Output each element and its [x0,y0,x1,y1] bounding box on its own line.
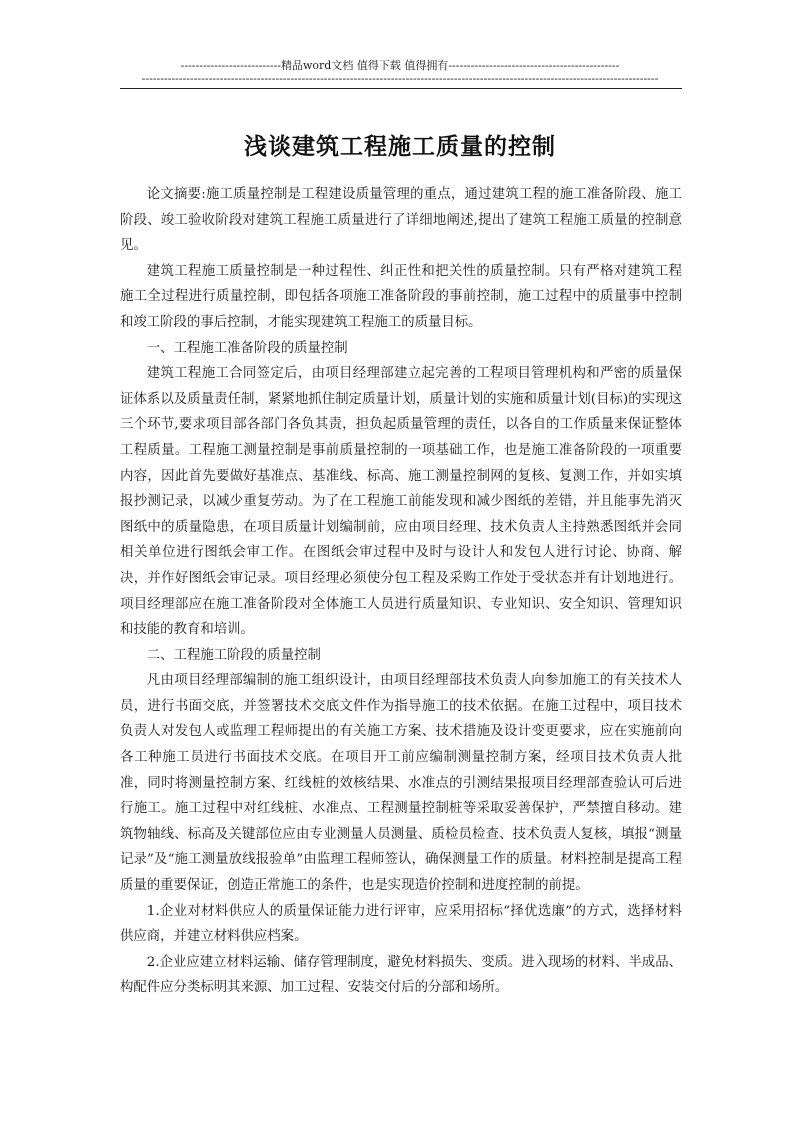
header-rule [120,88,682,89]
section-heading-1: 一、工程施工准备阶段的质量控制 [146,340,348,356]
list-item-2: 2.企业应建立材料运输、储存管理制度，避免材料损失、变质。进入现场的材料、半成品、构配件应分类标明其来源、加工过程、安装交付后的分部和场所。 [120,954,682,996]
list-item-1: 1.企业对材料供应人的质量保证能力进行评审，应采用招标“择优选廉”的方式，选择材料供应商，并建立材料供应档案。 [120,903,682,945]
section-1-paragraph: 建筑工程施工合同签定后，由项目经理部建立起完善的工程项目管理机构和严密的质量保证体系以及质量责任制，紧紧地抓住制定质量计划，质量计划的实施和质量计划(目标)的实现这三个环节,要求项目部各部门各负其责，担负起质量管理的责任，以各自的工作质量来保证整体工程质量。工程施工测量控制是事前质量控制的一项基础工作，也是施工准备阶段的一项重要内容，因此首先要做好基准点、基准线、标高、施工测量控制网的复核、复测工作，并如实填报抄测记录，以减少重复劳动。为了在工程施工前能发现和减少图纸的差错，并且能事先消灭图纸中的质量隐患，在项目质量计划编制前，应由项目经理、技术负责人主持熟悉图纸并会同相关单位进行图纸会审工作。在图纸会审过程中及时与设计人和发包人进行讨论、协商、解决，并作好图纸会审记录。项目经理必须使分包工程及采购工作处于受状态并有计划地进行。项目经理部应在施工准备阶段对全体施工人员进行质量知识、专业知识、安全知识、管理知识和技能的教育和培训。 [120,366,682,638]
document-body [120,182,682,1001]
watermark-header-line: ---------------------------精品word文档 值得下载 值得拥有---------------------------------------------- [180,59,620,72]
document-title: 浅谈建筑工程施工质量的控制 [244,133,556,160]
abstract-paragraph: 论文摘要:施工质量控制是工程建设质量管理的重点，通过建筑工程的施工准备阶段、施工阶段、竣工验收阶段对建筑工程施工质量进行了详细地阐述,提出了建筑工程施工质量的控制意见。 [120,187,682,254]
dashed-separator-line: ------------------------------------------------------------------------------------------------------------------------------------------- [141,72,659,85]
section-2-paragraph: 凡由项目经理部编制的施工组织设计，由项目经理部技术负责人向参加施工的有关技术人员，进行书面交底，并签署技术交底文件作为指导施工的技术依据。在施工过程中，项目技术负责人对发包人或监理工程师提出的有关施工方案、技术措施及设计变更要求，应在实施前向各工种施工员进行书面技术交底。在项目开工前应编制测量控制方案，经项目技术负责人批准，同时将测量控制方案、红线桩的效核结果、水准点的引测结果报项目经理部查验认可后进行施工。施工过程中对红线桩、水准点、工程测量控制桩等采取妥善保护，严禁擅自移动。建筑物轴线、标高及关键部位应由专业测量人员测量、质检员检查、技术负责人复核，填报“测量记录”及“施工测量放线报验单”由监理工程师签认，确保测量工作的质量。材料控制是提高工程质量的重要保证，创造正常施工的条件，也是实现造价控制和进度控制的前提。 [120,673,682,894]
intro-paragraph: 建筑工程施工质量控制是一种过程性、纠正性和把关性的质量控制。只有严格对建筑工程施工全过程进行质量控制，即包括各项施工准备阶段的事前控制，施工过程中的质量事中控制和竣工阶段的事后控制，才能实现建筑工程施工的质量目标。 [120,263,682,330]
section-heading-2: 二、工程施工阶段的质量控制 [146,647,321,663]
